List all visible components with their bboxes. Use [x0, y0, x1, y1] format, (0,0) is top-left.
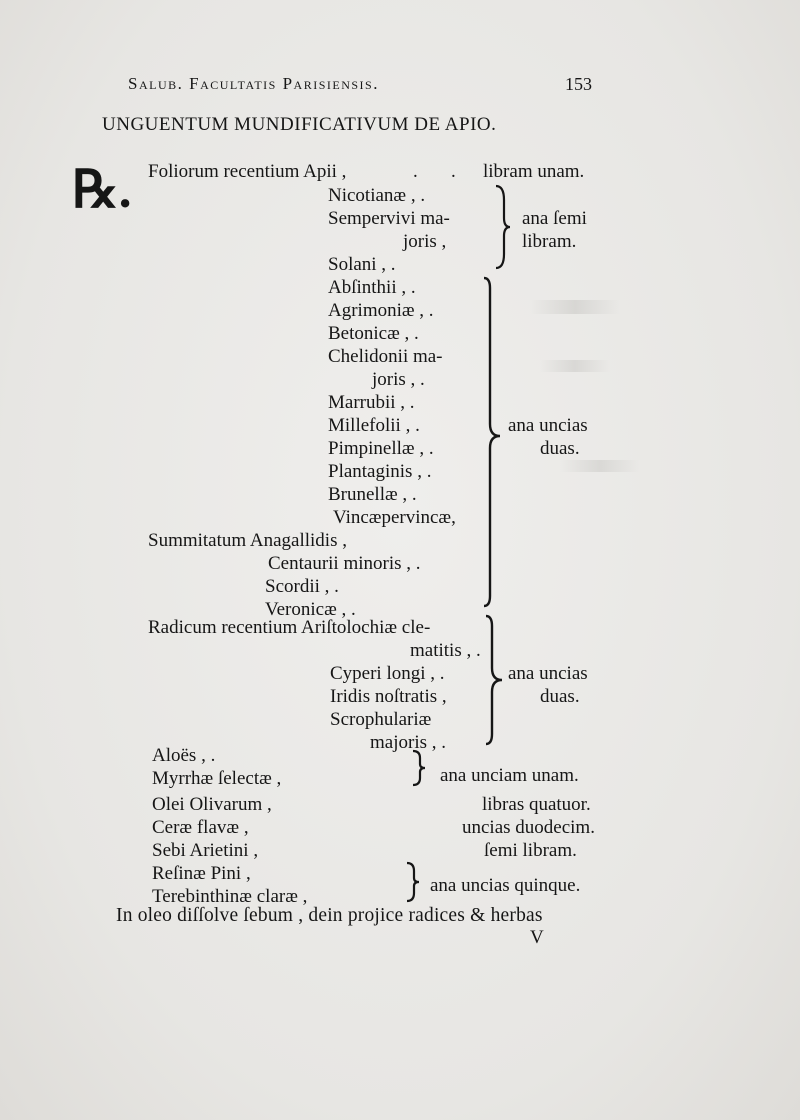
- ingredient-line: Nicotianæ , .: [328, 185, 426, 206]
- ingredient-line: Plantaginis , .: [328, 461, 432, 482]
- ingredient-line: Pimpinellæ , .: [328, 438, 434, 459]
- ingredient-line: Aloës , .: [152, 745, 216, 766]
- ingredient-line: Olei Olivarum ,: [152, 794, 272, 815]
- ingredient-line: joris ,: [403, 231, 447, 252]
- ingredient-line: Betonicæ , .: [328, 323, 419, 344]
- ingredient-line: Myrrhæ ſelectæ ,: [152, 768, 282, 789]
- ingredient-line: Cyperi longi , .: [330, 663, 445, 684]
- ingredient-line: majoris , .: [370, 732, 446, 753]
- quantity: ana uncias: [508, 415, 588, 436]
- ingredient-line: Terebinthinæ claræ ,: [152, 886, 308, 907]
- quantity: libram.: [522, 231, 577, 252]
- signature-mark: V: [530, 927, 544, 948]
- leader-dot: .: [413, 161, 418, 182]
- ingredient-line: Chelidonii ma-: [328, 346, 443, 367]
- show-through-text: [530, 300, 620, 314]
- ingredient-line: Radicum recentium Ariſtolochiæ cle-: [148, 617, 431, 638]
- ingredient-line: Scordii , .: [265, 576, 339, 597]
- ingredient-line: Brunellæ , .: [328, 484, 417, 505]
- ingredient-line: Sebi Arietini ,: [152, 840, 259, 861]
- brace: [478, 274, 504, 610]
- ingredient-line: Ceræ flavæ ,: [152, 817, 249, 838]
- brace: [492, 182, 512, 272]
- brace: [404, 860, 422, 904]
- quantity: ana uncias: [508, 663, 588, 684]
- ingredient-line: Abſinthii , .: [328, 277, 416, 298]
- ingredient-line: Agrimoniæ , .: [328, 300, 434, 321]
- ingredient-line: Centaurii minoris , .: [268, 553, 421, 574]
- ingredient-line: Solani , .: [328, 254, 396, 275]
- ingredient-line: Millefolii , .: [328, 415, 420, 436]
- ingredient-line: Vincæpervincæ,: [333, 507, 456, 528]
- ingredient-line: Iridis noſtratis ,: [330, 686, 447, 707]
- quantity: duas.: [540, 438, 580, 459]
- quantity: ana ſemi: [522, 208, 587, 229]
- brace: [410, 748, 428, 788]
- quantity: ſemi libram.: [484, 840, 577, 861]
- quantity: ana uncias quinque.: [430, 875, 581, 896]
- ingredient-line: Marrubii , .: [328, 392, 415, 413]
- recipe-title: UNGUENTUM MUNDIFICATIVUM DE APIO.: [102, 114, 497, 135]
- page-number: 153: [565, 74, 592, 94]
- ingredient-line: Scrophulariæ: [330, 709, 432, 730]
- ingredient-line: joris , .: [372, 369, 425, 390]
- ingredient-line: matitis , .: [410, 640, 481, 661]
- show-through-text: [560, 460, 640, 472]
- quantity: duas.: [540, 686, 580, 707]
- ingredient-line: Reſinæ Pini ,: [152, 863, 251, 884]
- ingredient-line: Veronicæ , .: [265, 599, 356, 620]
- ingredient-line: Foliorum recentium Apii ,: [148, 161, 347, 182]
- quantity: uncias duodecim.: [462, 817, 595, 838]
- ingredient-line: Sempervivi ma-: [328, 208, 450, 229]
- quantity: libras quatuor.: [482, 794, 591, 815]
- leader-dot: .: [451, 161, 456, 182]
- instruction-line: In oleo diſſolve ſebum , dein projice radices & herbas: [116, 905, 543, 926]
- quantity: libram unam.: [483, 161, 585, 182]
- recipe-symbol: ℞.: [72, 162, 132, 219]
- brace: [480, 612, 506, 748]
- show-through-text: [540, 360, 610, 372]
- running-title: Salub. Facultatis Parisiensis.: [128, 74, 379, 93]
- quantity: ana unciam unam.: [440, 765, 579, 786]
- ingredient-line: Summitatum Anagallidis ,: [148, 530, 347, 551]
